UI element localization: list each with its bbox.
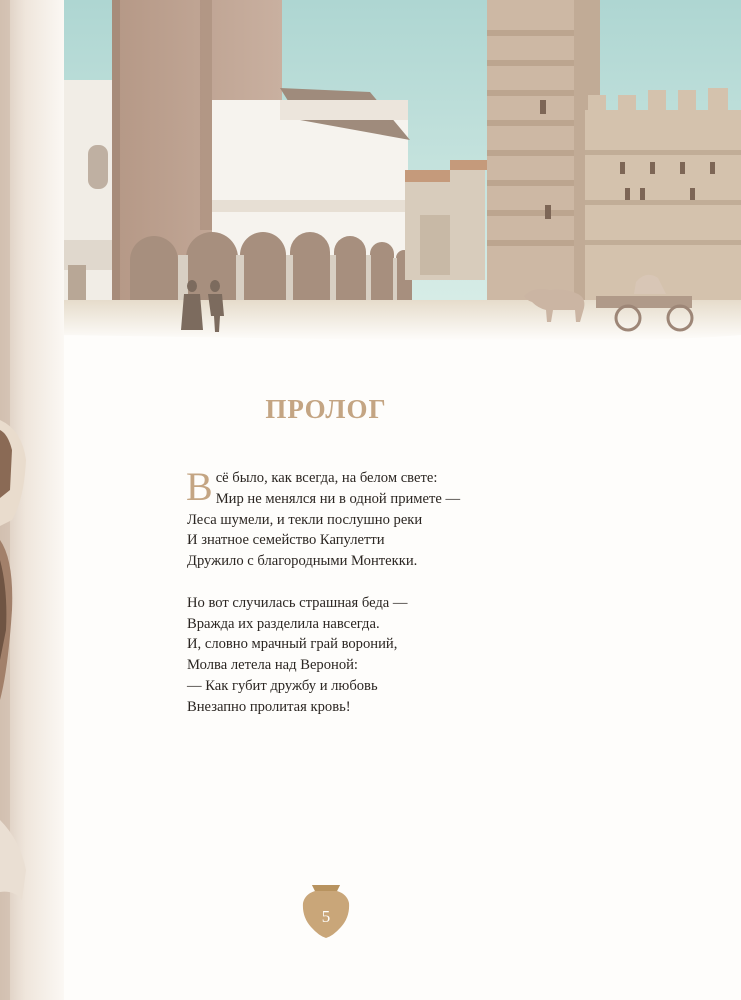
stanza-2	[187, 593, 587, 718]
poem-line: Внезапно пролитая кровь!	[187, 698, 351, 715]
poem	[186, 464, 587, 738]
poem-line: сё было, как всегда, на белом свете:	[215, 470, 438, 486]
poem-line: И знатное семейство Капулетти	[187, 532, 385, 549]
poem-line: Мир не менялся ни в одной примете —	[215, 490, 461, 507]
stanza-1	[186, 464, 587, 572]
poem-line: Но вот случилась страшная беда —	[187, 594, 408, 611]
poem-line: — Как губит дружбу и любовь	[187, 677, 378, 694]
poem-line: Дружило с благородными Монтекки.	[187, 553, 418, 570]
poem-line: Вражда их разделила навсегда.	[187, 615, 380, 632]
chapter-title: ПРОЛОГ	[265, 394, 387, 424]
poem-line: Леса шумели, и текли послушно реки	[187, 511, 423, 528]
poem-line: И, словно мрачный грай вороний,	[187, 636, 398, 653]
poem-line: Молва летела над Вероной:	[187, 657, 358, 674]
page-number: 5	[321, 907, 331, 926]
drop-cap: В	[186, 464, 213, 509]
